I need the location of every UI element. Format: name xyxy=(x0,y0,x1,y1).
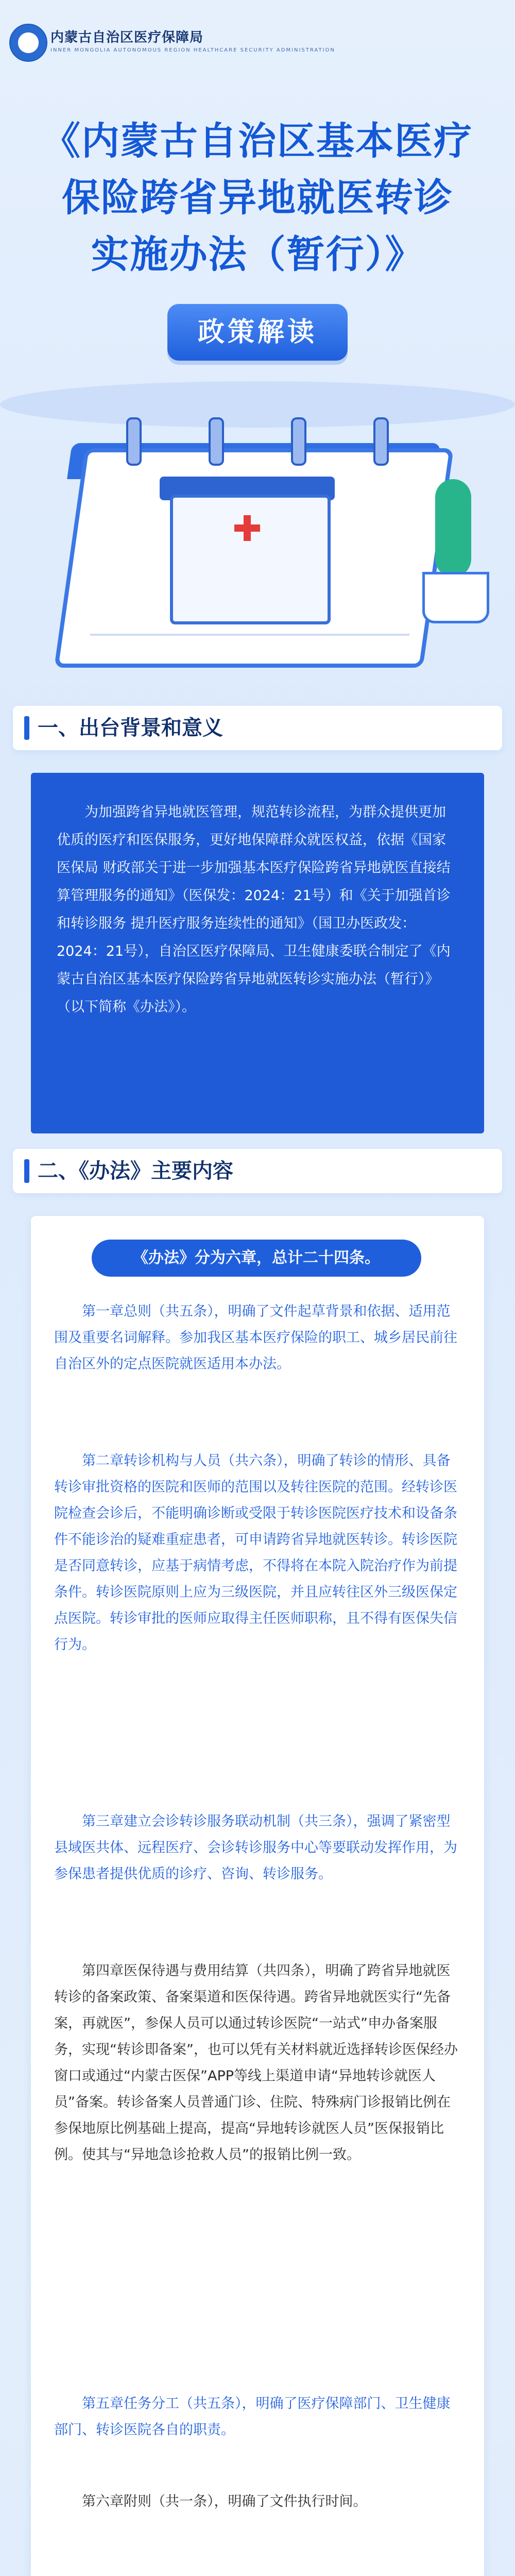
chapter-6-paragraph: 第六章附则（共一条），明确了文件执行时间。 xyxy=(82,2494,367,2510)
page-title-line-3: 实施办法（暂行）》 xyxy=(91,232,424,277)
section2-heading: 二、《办法》主要内容 xyxy=(38,1159,233,1183)
section1-body: 为加强跨省异地就医管理，规范转诊流程，为群众提供更加优质的医疗和医保服务，更好地保障群众就医权益，依据《国家医保局 财政部关于进一步加强基本医疗保险跨省异地就医直接结算管理服务的通知》（医保发：2024：21号）和《关于加强首诊和转诊服务 提升医疗服务连续性的通知》（国卫办医政发：2024：21号），自治区医疗保障局、卫生健康委联合制定了《内蒙古自治区基本医疗保险跨省异地就医转诊实施办法（暂行）》（以下简称《办法》）。 xyxy=(57,804,451,1015)
page-title-line-1: 《内蒙古自治区基本医疗 xyxy=(42,119,473,163)
chapter-3-paragraph: 第三章建立会诊转诊服务联动机制（共三条），强调了紧密型县域医共体、远程医疗、会诊转诊服务中心等要联动发挥作用，为参保患者提供优质的诊疗、咨询、转诊服务。 xyxy=(54,1814,457,1882)
section1-heading: 一、出台背景和意义 xyxy=(38,716,223,740)
heading-accent-bar xyxy=(24,716,29,740)
emblem-icon xyxy=(9,24,47,62)
chapter-5-paragraph: 第五章任务分工（共五条），明确了医疗保障部门、卫生健康部门、转诊医院各自的职责。 xyxy=(54,2396,451,2438)
policy-badge: 政策解读 xyxy=(167,304,348,361)
section-heading-background xyxy=(13,706,502,750)
chapter-2-paragraph: 第二章转诊机构与人员（共六条），明确了转诊的情形、具备转诊审批资格的医院和医师的范围以及转往医院的范围。经转诊医院检查会诊后，不能明确诊断或受限于转诊医院医疗技术和设备条件不能诊治的疑难重症患者，可申请跨省异地就医转诊。转诊医院是否同意转诊，应基于病情考虑，不得将在本院入院治疗作为前提条件。转诊医院原则上应为三级医院，并且应转往区外三级医保定点医院。转诊审批的医师应取得主任医师职称，且不得有医保失信行为。 xyxy=(54,1453,457,1653)
chapter-1-paragraph: 第一章总则（共五条），明确了文件起草背景和依据、适用范围及重要名词解释。参加我区基本医疗保险的职工、城乡居民前往自治区外的定点医院就医适用本办法。 xyxy=(54,1303,457,1372)
page-title-line-2: 保险跨省异地就医转诊 xyxy=(62,176,453,220)
section2-caption: 《办法》分为六章，总计二十四条。 xyxy=(92,1240,421,1277)
section2-card xyxy=(31,1216,484,2576)
org-name-en: INNER MONGOLIA AUTONOMOUS REGION HEALTHCARE SECURITY ADMINISTRATION xyxy=(50,47,335,53)
heading-accent-bar xyxy=(24,1159,29,1183)
decorative-wave xyxy=(0,381,515,428)
chapter-4-paragraph: 第四章医保待遇与费用结算（共四条），明确了跨省异地就医转诊的备案政策、备案渠道和医保待遇。跨省异地就医实行“先备案，再就医”，参保人员可以通过转诊医院“一站式”申办备案服务，实现“转诊即备案”，也可以凭有关材料就近选择转诊医保经办窗口或通过“内蒙古医保”APP等线上渠道申请“异地转诊就医人员”备案。转诊备案人员普通门诊、住院、特殊病门诊报销比例在参保地原比例基础上提高，提高“异地转诊就医人员”医保报销比例。使其与“异地急诊抢救人员”的报销比例一致。 xyxy=(54,1963,458,2163)
org-name: 内蒙古自治区医疗保障局 xyxy=(50,30,204,45)
section1-panel xyxy=(31,773,484,1133)
section-heading-background xyxy=(13,1149,502,1193)
